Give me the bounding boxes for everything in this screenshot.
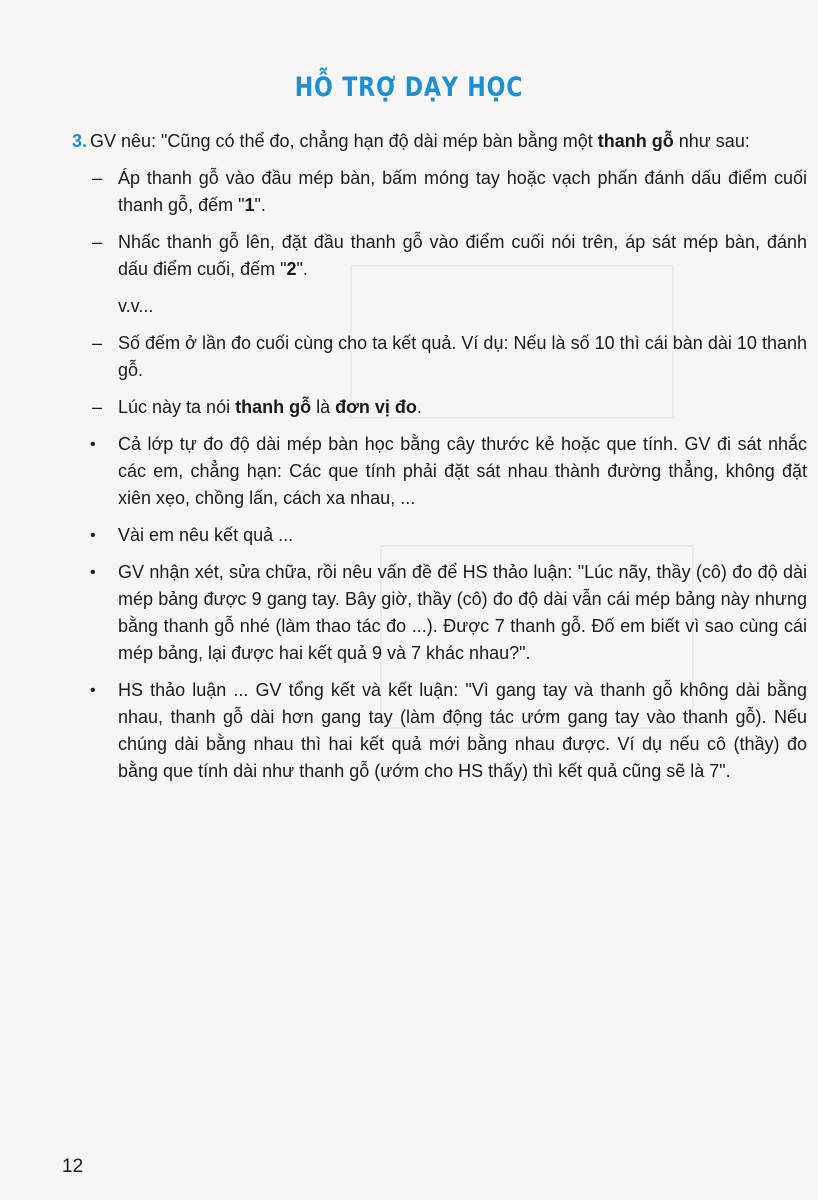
page-number: 12	[62, 1156, 84, 1177]
dash-marker: –	[92, 232, 103, 252]
section-title: HỖ TRỢ DẠY HỌC	[294, 72, 524, 103]
bullet-marker: •	[90, 564, 96, 581]
main-content	[72, 128, 807, 795]
bullet-marker: •	[90, 527, 96, 544]
item-3: 3. GV nêu: "Cũng có thể đo, chẳng hạn độ dài mép bàn bằng một thanh gỗ như sau:	[72, 128, 807, 155]
bullet-item: • GV nhận xét, sửa chữa, rồi nêu vấn đề để HS thảo luận: "Lúc nãy, thầy (cô) đo độ dài mép bảng được 9 gang tay. Bây giờ, thầy (cô) đo độ dài vẫn cái mép bảng này nhưng bằng thanh gỗ nhé (làm thao tác đo ...). Được 7 thanh gỗ. Đố em biết vì sao cùng cái mép bảng, lại được hai kết quả 9 và 7 khác nhau?".	[72, 559, 807, 667]
bullet-item: • Cả lớp tự đo độ dài mép bàn học bằng cây thước kẻ hoặc que tính. GV đi sát nhắc các em, chẳng hạn: Các que tính phải đặt sát nhau thành đường thẳng, không đặt xiên xẹo, chồng lấn, cách xa nhau, ...	[72, 431, 807, 512]
dash-item: – Số đếm ở lần đo cuối cùng cho ta kết quả. Ví dụ: Nếu là số 10 thì cái bàn dài 10 thanh gỗ.	[72, 330, 807, 384]
dash-item: – Áp thanh gỗ vào đầu mép bàn, bấm móng tay hoặc vạch phấn đánh dấu điểm cuối thanh gỗ, đếm "1".	[72, 165, 807, 219]
bold-term: thanh gỗ	[597, 131, 674, 151]
bullet-item: • Vài em nêu kết quả ...	[72, 522, 807, 549]
dash-marker: –	[92, 397, 103, 417]
bullet-marker: •	[90, 436, 96, 453]
dash-marker: –	[92, 168, 103, 188]
item-number: 3.	[72, 131, 88, 151]
dash-marker: –	[92, 333, 103, 353]
bullet-marker: •	[90, 682, 96, 699]
bullet-item: • HS thảo luận ... GV tổng kết và kết luận: "Vì gang tay và thanh gỗ không dài bằng nhau, thanh gỗ dài hơn gang tay (làm động tác ướm gang tay vào thanh gỗ). Nếu chúng dài bằng nhau thì hai kết quả mới bằng nhau được. Ví dụ nếu cô (thầy) đo bằng que tính dài như thanh gỗ (ướm cho HS thấy) thì kết quả cũng sẽ là 7".	[72, 677, 807, 785]
dash-item: – Lúc này ta nói thanh gỗ là đơn vị đo.	[72, 394, 807, 421]
etc-line: v.v...	[118, 296, 154, 316]
dash-item: – Nhấc thanh gỗ lên, đặt đầu thanh gỗ vào điểm cuối nói trên, áp sát mép bàn, đánh dấu điểm cuối, đếm "2".	[72, 229, 807, 283]
